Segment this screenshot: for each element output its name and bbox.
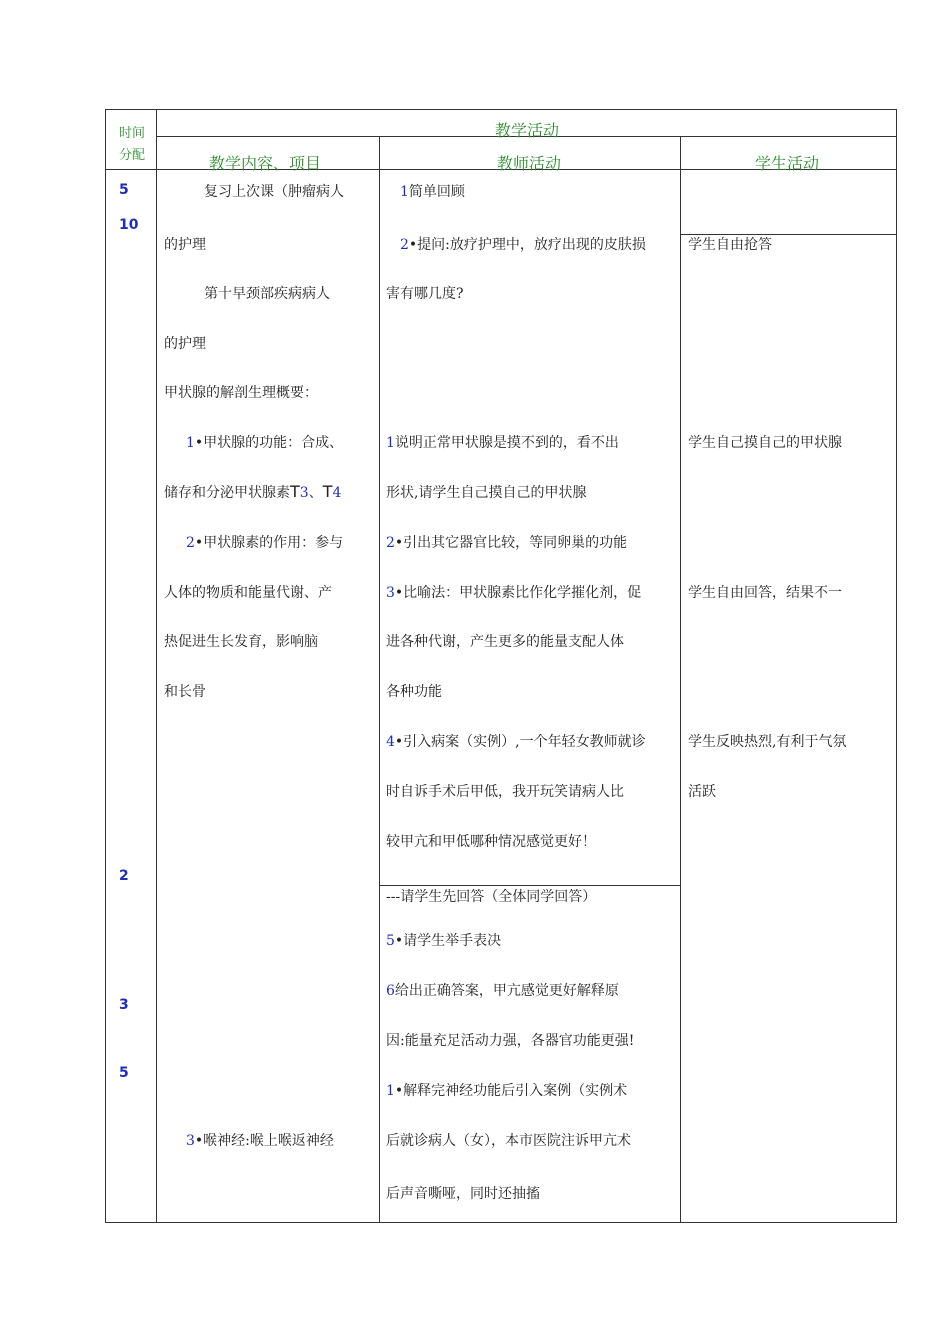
student-column-header: 学生活动 [755,154,820,173]
item-text: 说明正常甲状腺是摸不到的，看不出 [394,435,619,451]
teacher-activity-5 [386,932,501,950]
item-number: 2 [400,237,409,253]
content-line: 热促进生长发育，影响脑 [164,634,318,650]
student-activity: 学生自由回答，结果不一 [688,585,842,601]
item-number: 3 [186,1133,195,1149]
item-text: 储存和分泌甲状腺素 [164,485,290,501]
teacher-activity-3 [386,584,641,602]
content-column-header: 教学内容、项目 [209,154,322,173]
item-text: •提问:放疗护理中，放疗出现的皮肤损 [408,237,646,253]
hormone-t3-number: 3 [299,485,309,501]
content-line: 和长骨 [164,684,206,700]
teacher-line: 进各种代谢，产生更多的能量支配人体 [386,634,624,650]
student-activity: 学生自由抢答 [688,237,772,253]
item-text: •甲状腺的功能：合成、 [194,435,344,451]
teacher-activity-4 [386,733,646,751]
item-number: 4 [386,734,395,750]
item-text: •比喻法：甲状腺素比作化学摧化剂，促 [394,585,642,601]
item-number: 1 [386,435,395,451]
item-text: •解释完神经功能后引入案例（实例术 [394,1083,628,1099]
item-number: 6 [386,983,395,999]
item-text: •引入病案（实例）,一个年轻女教师就诊 [394,734,646,750]
item-number: 1 [186,435,195,451]
content-line: 的护理 [164,336,206,352]
teacher-case-activity [386,1082,627,1100]
time-mark: 10 [119,217,139,233]
item-text: •请学生举手表决 [394,933,502,949]
content-item-1-cont [164,483,341,502]
hormone-t4-letter: T [322,482,333,501]
activity-header: 教学活动 [495,121,560,140]
content-item-2 [186,534,343,552]
time-header-line1: 时间 [119,126,146,141]
time-mark: 5 [119,1065,129,1081]
time-header-line2: 分配 [119,148,146,163]
item-text: 给出正确答案，甲亢感觉更好解释原 [394,983,619,999]
time-mark: 5 [119,182,129,198]
teacher-activity-1 [386,434,619,452]
student-activity: 活跃 [688,784,716,800]
teacher-line: ---请学生先回答（全体同学回答） [386,889,597,905]
teacher-line: 后就诊病人（女），本市医院注诉甲亢术 [386,1133,631,1149]
time-mark: 3 [119,997,129,1013]
content-line: 第十早颈部疾病病人 [204,286,330,302]
item-text: •甲状腺素的作用：参与 [194,535,344,551]
content-item-3 [186,1132,334,1150]
separator: 、 [308,485,323,501]
content-line: 的护理 [164,237,206,253]
item-text: •引出其它器官比较，等同卵巢的功能 [394,535,628,551]
student-activity: 学生反映热烈,有利于气氛 [688,734,847,750]
teacher-line: 时自诉手术后甲低，我开玩笑请病人比 [386,784,624,800]
teacher-line: 形状,请学生自己摸自己的甲状腺 [386,485,587,501]
student-activity: 学生自己摸自己的甲状腺 [688,435,842,451]
teacher-line: 害有哪几度? [386,286,464,302]
hormone-t3-letter: T [290,482,300,501]
teacher-question [400,236,646,254]
teacher-activity-6 [386,982,619,1000]
content-line: 复习上次课（肿瘤病人 [204,184,344,200]
item-number: 1 [400,184,409,200]
content-line: 人体的物质和能量代谢、产 [164,585,332,601]
item-number: 5 [386,933,395,949]
teacher-line: 因:能量充足活动力强，各器官功能更强! [386,1033,635,1049]
item-text: •喉神经:喉上喉返神经 [194,1133,334,1149]
content-line: 甲状腺的解剖生理概要： [164,385,318,401]
item-number: 2 [386,535,395,551]
item-text: 简单回顾 [408,184,465,200]
teacher-review [400,183,465,201]
time-mark: 2 [119,868,129,884]
teacher-activity-2 [386,534,627,552]
item-number: 1 [386,1083,395,1099]
item-number: 3 [386,585,395,601]
teacher-line: 较甲亢和甲低哪种情况感觉更好！ [386,834,596,850]
item-number: 2 [186,535,195,551]
teacher-line: 各种功能 [386,684,442,700]
teacher-column-header: 教师活动 [497,154,562,173]
content-item-1 [186,434,343,452]
teacher-line: 后声音嘶哑，同时还抽搐 [386,1186,540,1202]
hormone-t4-number: 4 [332,485,342,501]
